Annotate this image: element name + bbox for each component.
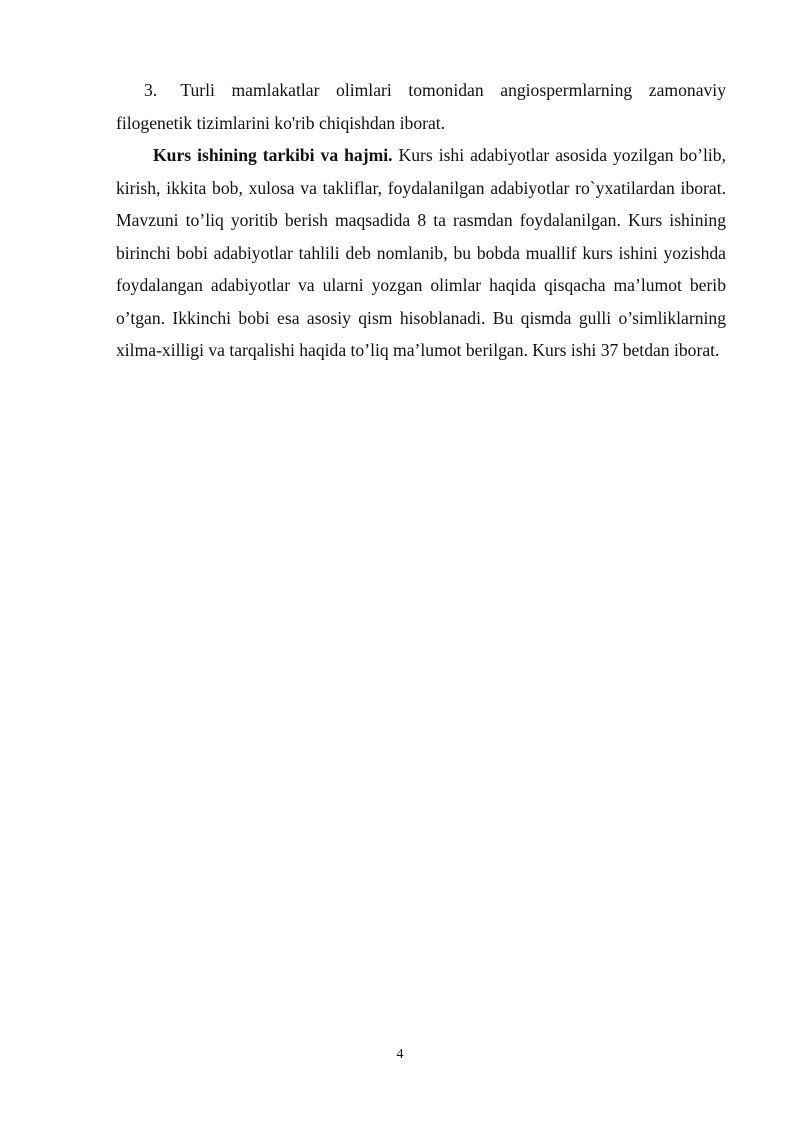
list-item-number: 3. <box>144 80 158 100</box>
body-text <box>116 74 726 367</box>
paragraph-structure <box>116 139 726 367</box>
paragraph-heading: Kurs ishining tarkibi va hajmi. <box>153 145 393 165</box>
paragraph-text: Kurs ishi adabiyotlar asosida yozilgan bo’lib, kirish, ikkita bob, xulosa va takliflar, foydalanilgan adabiyotlar ro`yxatilardan iborat. Mavzuni to’liq yoritib berish maqsadida 8 ta rasmdan foydalanilgan. Kurs ishining birinchi bobi adabiyotlar tahlili deb nomlanib, bu bobda muallif kurs ishini yozishda foydalangan adabiyotlar va ularni yozgan olimlar haqida qisqacha ma’lumot berib o’tgan. Ikkinchi bobi esa asosiy qism hisoblanadi. Bu qismda gulli o’simliklarning xilma-xilligi va tarqalishi haqida to’liq ma’lumot berilgan. Kurs ishi 37 betdan iborat. <box>116 145 726 360</box>
page-number: 4 <box>396 1047 404 1062</box>
list-item-text: Turli mamlakatlar olimlari tomonidan angiospermlarning zamonaviy filogenetik tizimlarini ko'rib chiqishdan iborat. <box>116 80 726 133</box>
list-item-3 <box>116 74 726 139</box>
